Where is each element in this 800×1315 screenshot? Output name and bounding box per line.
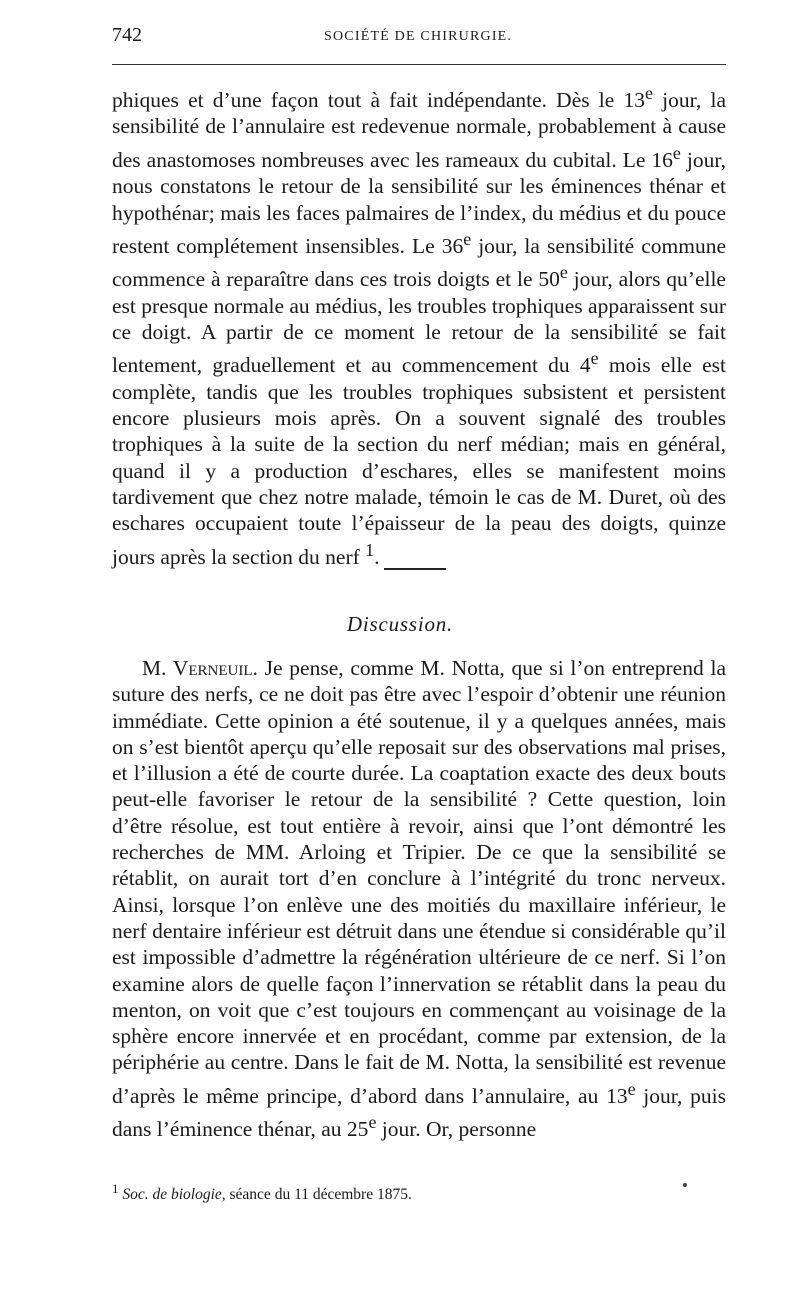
- header-rule: [112, 64, 726, 65]
- ordinal-superscript: e: [627, 1078, 636, 1099]
- ordinal-superscript: e: [645, 83, 653, 103]
- ordinal-superscript: e: [368, 1112, 377, 1133]
- speaker-name: M. Verneuil.: [142, 656, 258, 680]
- ordinal-superscript: e: [672, 142, 681, 163]
- text-run: jour, la sensibilité de l’annulaire est redevenue normale, probablement à cause des anastomoses nombreuses avec les rameaux du cubital. Le 16: [112, 88, 726, 172]
- text-run: mois elle est complète, tandis que les troubles trophiques subsistent et persistent encore plusieurs mois après. On a souvent signalé des troubles trophiques à la suite de la section du nerf médian; mais en général, quand il y a production d’eschares, elles se manifestent moins tardivement que chez notre malade, témoin le cas de M. Duret, où des eschares occupaient toute l’épaisseur de la peau des doigts, quinze jours après la section du nerf: [112, 353, 726, 569]
- running-title: SOCIÉTÉ DE CHIRURGIE.: [324, 29, 513, 44]
- text-run: Je pense, comme M. Notta, que si l’on entreprend la suture des nerfs, ce ne doit pas être avec l’espoir d’obtenir une réunion immédiate. Cette opinion a été soutenue, il y a quelques années, mais on s’est bientôt aperçu qu’elle reposait sur des observations mal prises, et l’illusion a été de courte durée. La coaptation exacte des deux bouts peut-elle favoriser le retour de la sensibilité ? Cette question, loin d’être résolue, est tout entière à revoir, ainsi que l’ont démontré les recherches de MM. Arloing et Tripier. De ce que la sensibilité se rétablit, on aurait tort d’en conclure à l’intégrité du tronc nerveux. Ainsi, lorsque l’on enlève une des moitiés du maxillaire inférieur, le nerf dentaire inférieur est détruit dans une étendue si considérable qu’il est impossible d’admettre la régénération ultérieure de ce nerf. Si l’on examine alors de quelle façon l’innervation se rétablit dans la peau du menton, on voit que c’est toujours en commençant au voisinage de la sphère encore innervée et en procédant, comme par extension, de la périphérie au centre. Dans le fait de M. Notta, la sensibilité est revenue d’après le même principe, d’abord dans l’annulaire, au 13: [112, 656, 726, 1108]
- text-run: jour, la sensibilité commune commence à reparaître dans ces trois doigts et le 50: [112, 233, 726, 292]
- text-run: jour, alors qu’elle est presque normale au médius, les troubles trophiques apparaissent sur ce doigt. A partir de ce moment le retour de la sensibilité se fait lentement, graduellement et au commencement du 4: [112, 267, 726, 378]
- page-number: 742: [112, 24, 142, 46]
- text-run: jour, nous constatons le retour de la sensibilité sur les éminences thénar et hypothénar; mais les faces palmaires de l’index, du médius et du pouce restent complétement insensibles. Le 36: [112, 147, 726, 258]
- footnote-marker: 1: [112, 1181, 119, 1196]
- section-divider: [384, 568, 446, 570]
- paragraph-case-report: [112, 80, 726, 570]
- ordinal-superscript: e: [590, 348, 599, 369]
- ordinal-superscript: e: [559, 262, 568, 283]
- section-heading: Discussion.: [346, 612, 454, 636]
- ink-speck: [683, 1183, 687, 1187]
- ordinal-superscript: e: [463, 228, 472, 249]
- running-head: [112, 24, 726, 54]
- text-run: phiques et d’une façon tout à fait indépendante. Dès le 13: [112, 88, 646, 113]
- text-run: jour, puis dans l’éminence thénar, au 25: [112, 1083, 726, 1142]
- paragraph-discussion: [112, 655, 726, 1143]
- text-run: .: [374, 544, 380, 569]
- footnote: [112, 1181, 732, 1204]
- footnote-source: Soc. de biologie,: [122, 1186, 226, 1204]
- footnote-text: séance du 11 décembre 1875.: [225, 1186, 412, 1204]
- footnote-reference: 1: [365, 539, 375, 560]
- text-run: jour. Or, personne: [376, 1117, 537, 1142]
